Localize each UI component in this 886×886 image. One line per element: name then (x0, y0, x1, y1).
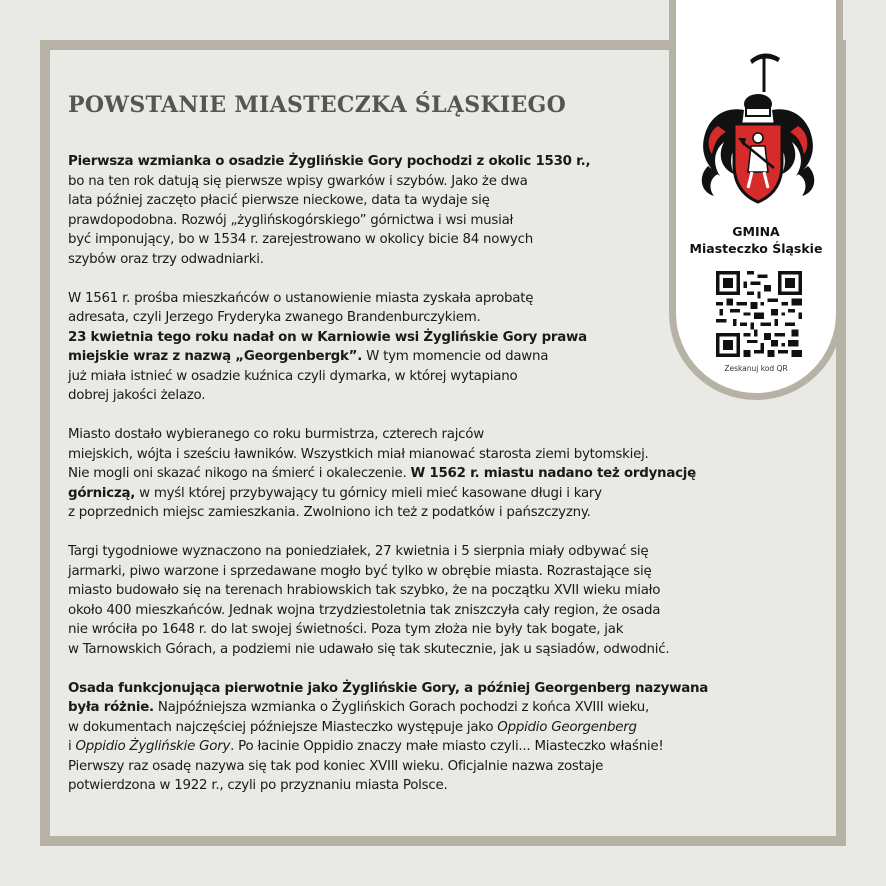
text-line: Osada funkcjonująca pierwotnie jako Żyglińskie Gory, a później Georgenberg nazywana (68, 680, 709, 696)
text-run: i (68, 739, 76, 754)
text-line: jarmarki, piwo warzone i sprzedawane mogło być tylko w obrębie miasta. Rozrastające się (68, 563, 652, 579)
text-line: W 1561 r. prośba mieszkańców o ustanowienie miasta zyskała aprobatę (68, 290, 534, 306)
text-run: Oppidio Georgenberg (497, 719, 637, 735)
text-run: Oppidio Żyglińskie Gory (75, 739, 231, 754)
text-line: być imponujący, bo w 1534 r. zarejestrowano w okolicy bicie 84 nowych (68, 232, 533, 247)
text-run: Najpóźniejsza wzmianka o Żyglińskich Gorach pochodzi z końca XVIII wieku, (153, 700, 650, 715)
text-line: Pierwszy raz osadę nazywa się tak pod koniec XVIII wieku. Oficjalnie nazwa zostaje (68, 758, 604, 774)
text-line: w Tarnowskich Górach, a podziemi nie udawało się tak skutecznie, jak u sąsiadów, odwodnić. (68, 641, 670, 657)
text-run: była różnie. (68, 700, 154, 715)
text-run: w dokumentach najczęściej późniejsze Miasteczko występuje jako (68, 719, 498, 735)
paragraph-3 (68, 425, 808, 523)
text-run: miejskie wraz z nazwą „Georgenbergk”. (68, 349, 363, 364)
text-line: prawdopodobna. Rozwój „żyglińskogórskiego” górnictwa i wsi musiał (68, 212, 514, 228)
text-line: adresata, czyli Jerzego Fryderyka zwanego Brandenburczykiem. (68, 310, 481, 325)
text-run: górniczą, (68, 485, 136, 501)
text-line: dobrej jakości żelazo. (68, 388, 206, 403)
text-line: już miała istnieć w osadzie kuźnica czyli dymarka, w której wytapiano (68, 368, 518, 384)
qr-caption: Zeskanuj kod QR (724, 364, 788, 373)
text-line: nie wróciła po 1648 r. do lat swojej świetności. Poza tym złoża nie były tak bogate, jak (68, 622, 624, 637)
text-line: 23 kwietnia tego roku nadał on w Karniowie wsi Żyglińskie Gory prawa (68, 329, 587, 345)
text-run: W tym momencie od dawna (362, 349, 549, 364)
text-line: bo na ten rok datują się pierwsze wpisy gwarków i szybów. Jako że dwa (68, 173, 528, 189)
text-line: lata później zaczęto płacić pierwsze nieckowe, data ta wydaje się (68, 193, 490, 208)
text-line: potwierdzona w 1922 r., czyli po przyznaniu miasta Polsce. (68, 778, 448, 793)
text-line: Miasto dostało wybieranego co roku burmistrza, czterech rajców (68, 427, 484, 442)
text-line: miasto budowało się na terenach hrabiowskich tak szybko, że na początku XVII wieku miało (68, 583, 661, 598)
qr-code-icon[interactable] (716, 271, 802, 357)
text-line: z poprzednich miejsc zamieszkania. Zwolniono ich też z podatków i pańszczyzny. (68, 505, 591, 520)
text-line: szybów oraz trzy odwadniarki. (68, 251, 264, 267)
paragraph-4 (68, 542, 808, 659)
paragraph-5 (68, 679, 808, 796)
text-run: w myśl której przybywający tu górnicy mieli mieć kasowane długi i kary (135, 485, 602, 501)
gmina-line-1: GMINA (732, 224, 780, 239)
gmina-badge (669, 0, 843, 400)
page-title: POWSTANIE MIASTECZKA ŚLĄSKIEGO (68, 92, 567, 118)
text-run: . Po łacinie Oppidio znaczy małe miasto czyli... Miasteczko właśnie! (230, 739, 664, 754)
text-run: Nie mogli oni skazać nikogo na śmierć i okaleczenie. (68, 466, 411, 481)
text-line: Pierwsza wzmianka o osadzie Żyglińskie Gory pochodzi z okolic 1530 r., (68, 154, 591, 169)
gmina-line-2: Miasteczko Śląskie (689, 241, 823, 256)
coat-of-arms-icon (694, 46, 822, 214)
text-line: około 400 mieszkańców. Jednak wojna trzydziestoletnia tak zniszczyła cały region, że osada (68, 602, 661, 618)
text-line: Targi tygodniowe wyznaczono na poniedziałek, 27 kwietnia i 5 sierpnia miały odbywać się (68, 544, 649, 559)
text-run: W 1562 r. miastu nadano też ordynację (410, 466, 696, 481)
text-line: miejskich, wójta i sześciu ławników. Wszystkich miał mianować starosta ziemi bytomskiej. (68, 446, 649, 462)
gmina-name (676, 223, 836, 257)
